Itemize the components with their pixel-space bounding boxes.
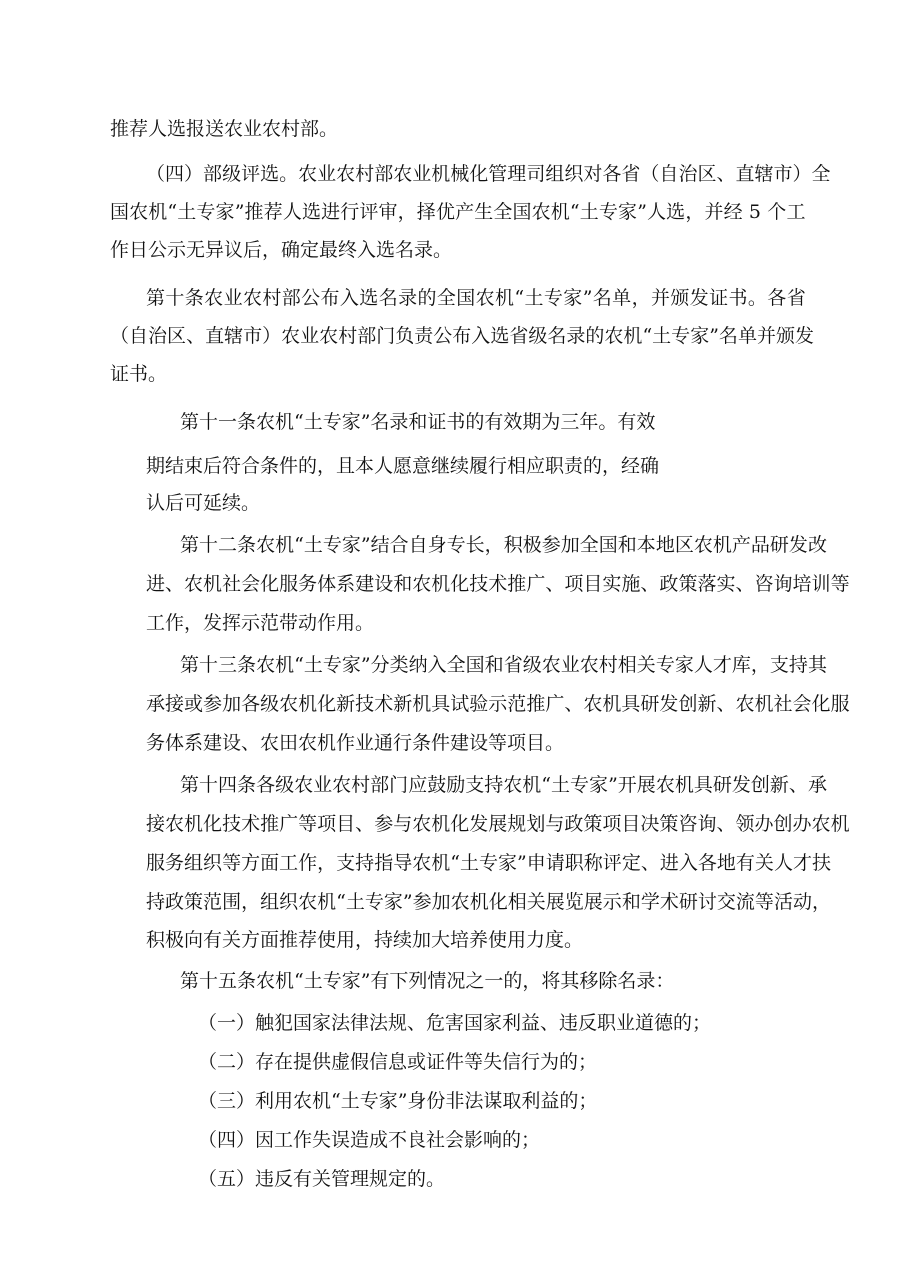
- paragraph-line: 第 十 四 条 各 级 农 业 农 村 部 门 应 鼓 励 支 持 农 机 “ 土 专 家 ” 开 展 农 机 具 研 发 创 新 、 承: [180, 774, 827, 796]
- paragraph-line: 第 十 三 条 农 机 “ 土 专 家 ” 分 类 纳 入 全 国 和 省 级 农 业 农 村 相 关 专 家 人 才 库 ， 支 持 其: [180, 654, 827, 676]
- paragraph-line: 工作，发挥示范带动作用。: [146, 612, 375, 634]
- paragraph-line: （ 四 ） 部 级 评 选 。 农 业 农 村 部 农 业 机 械 化 管 理 司 组 织 对 各 省 （ 自 治 区 、 直 辖 市 ） 全: [146, 163, 831, 185]
- paragraph-line: 持 政 策 范 围 ， 组 织 农 机 “ 土 专 家 ” 参 加 农 机 化 相 关 展 览 展 示 和 学 术 研 讨 交 流 等 活 动 ，: [146, 891, 831, 913]
- list-item: （二）存在提供虚假信息或证件等失信行为的；: [198, 1051, 598, 1073]
- paragraph-line: 第十一条农机“土专家”名录和证书的有效期为三年。有效: [180, 411, 656, 433]
- paragraph-line: 国 农 机 “ 土 专 家 ” 推 荐 人 选 进 行 评 审 ， 择 优 产 生 全 国 农 机 “ 土 专 家 ” 人 选 ， 并 经 5 个 工: [110, 201, 806, 223]
- paragraph-line: （ 自 治 区 、 直 辖 市 ） 农 业 农 村 部 门 负 责 公 布 入 选 省 级 名 录 的 农 机 “ 土 专 家 ” 名 单 并 颁 发: [110, 325, 814, 347]
- list-item: （一）触犯国家法律法规、危害国家利益、违反职业道德的；: [198, 1012, 712, 1034]
- paragraph-line: 作日公示无异议后，确定最终入选名录。: [110, 239, 453, 261]
- list-item: （三）利用农机“土专家”身份非法谋取利益的；: [198, 1090, 598, 1112]
- paragraph-line: 务体系建设、农田农机作业通行条件建设等项目。: [146, 732, 565, 754]
- paragraph-line: 证书。: [110, 363, 168, 385]
- paragraph-line: 承 接 或 参 加 各 级 农 机 化 新 技 术 新 机 具 试 验 示 范 推 广 、 农 机 具 研 发 创 新 、 农 机 社 会 化 服: [146, 693, 850, 715]
- list-item: （四）因工作失误造成不良社会影响的；: [198, 1129, 541, 1151]
- list-item: （五）违反有关管理规定的。: [198, 1168, 446, 1190]
- paragraph-line: 接 农 机 化 技 术 推 广 等 项 目 、 参 与 农 机 化 发 展 规 划 与 政 策 项 目 决 策 咨 询 、 领 办 创 办 农 机: [146, 813, 850, 835]
- paragraph-line: 期结束后符合条件的，且本人愿意继续履行相应职责的，经确: [146, 455, 660, 477]
- paragraph-line: 推荐人选报送农业农村部。: [110, 118, 339, 140]
- paragraph-line: 积极向有关方面推荐使用，持续加大培养使用力度。: [146, 929, 584, 951]
- paragraph-line: 认后可延续。: [146, 492, 261, 514]
- paragraph-line: 第 十 二 条 农 机 “ 土 专 家 ” 结 合 自 身 专 长 ， 积 极 参 加 全 国 和 本 地 区 农 机 产 品 研 发 改: [180, 534, 827, 556]
- paragraph-line: 第 十 条 农 业 农 村 部 公 布 入 选 名 录 的 全 国 农 机 “ 土 专 家 ” 名 单 ， 并 颁 发 证 书 。 各 省: [146, 287, 806, 309]
- paragraph-line: 进 、 农 机 社 会 化 服 务 体 系 建 设 和 农 机 化 技 术 推 广 、 项 目 实 施 、 政 策 落 实 、 咨 询 培 训 等: [146, 573, 850, 595]
- paragraph-line: 第十五条农机“土专家”有下列情况之一的，将其移除名录：: [180, 970, 675, 992]
- paragraph-line: 服 务 组 织 等 方 面 工 作 ， 支 持 指 导 农 机 “ 土 专 家 ” 申 请 职 称 评 定 、 进 入 各 地 有 关 人 才 扶: [146, 852, 831, 874]
